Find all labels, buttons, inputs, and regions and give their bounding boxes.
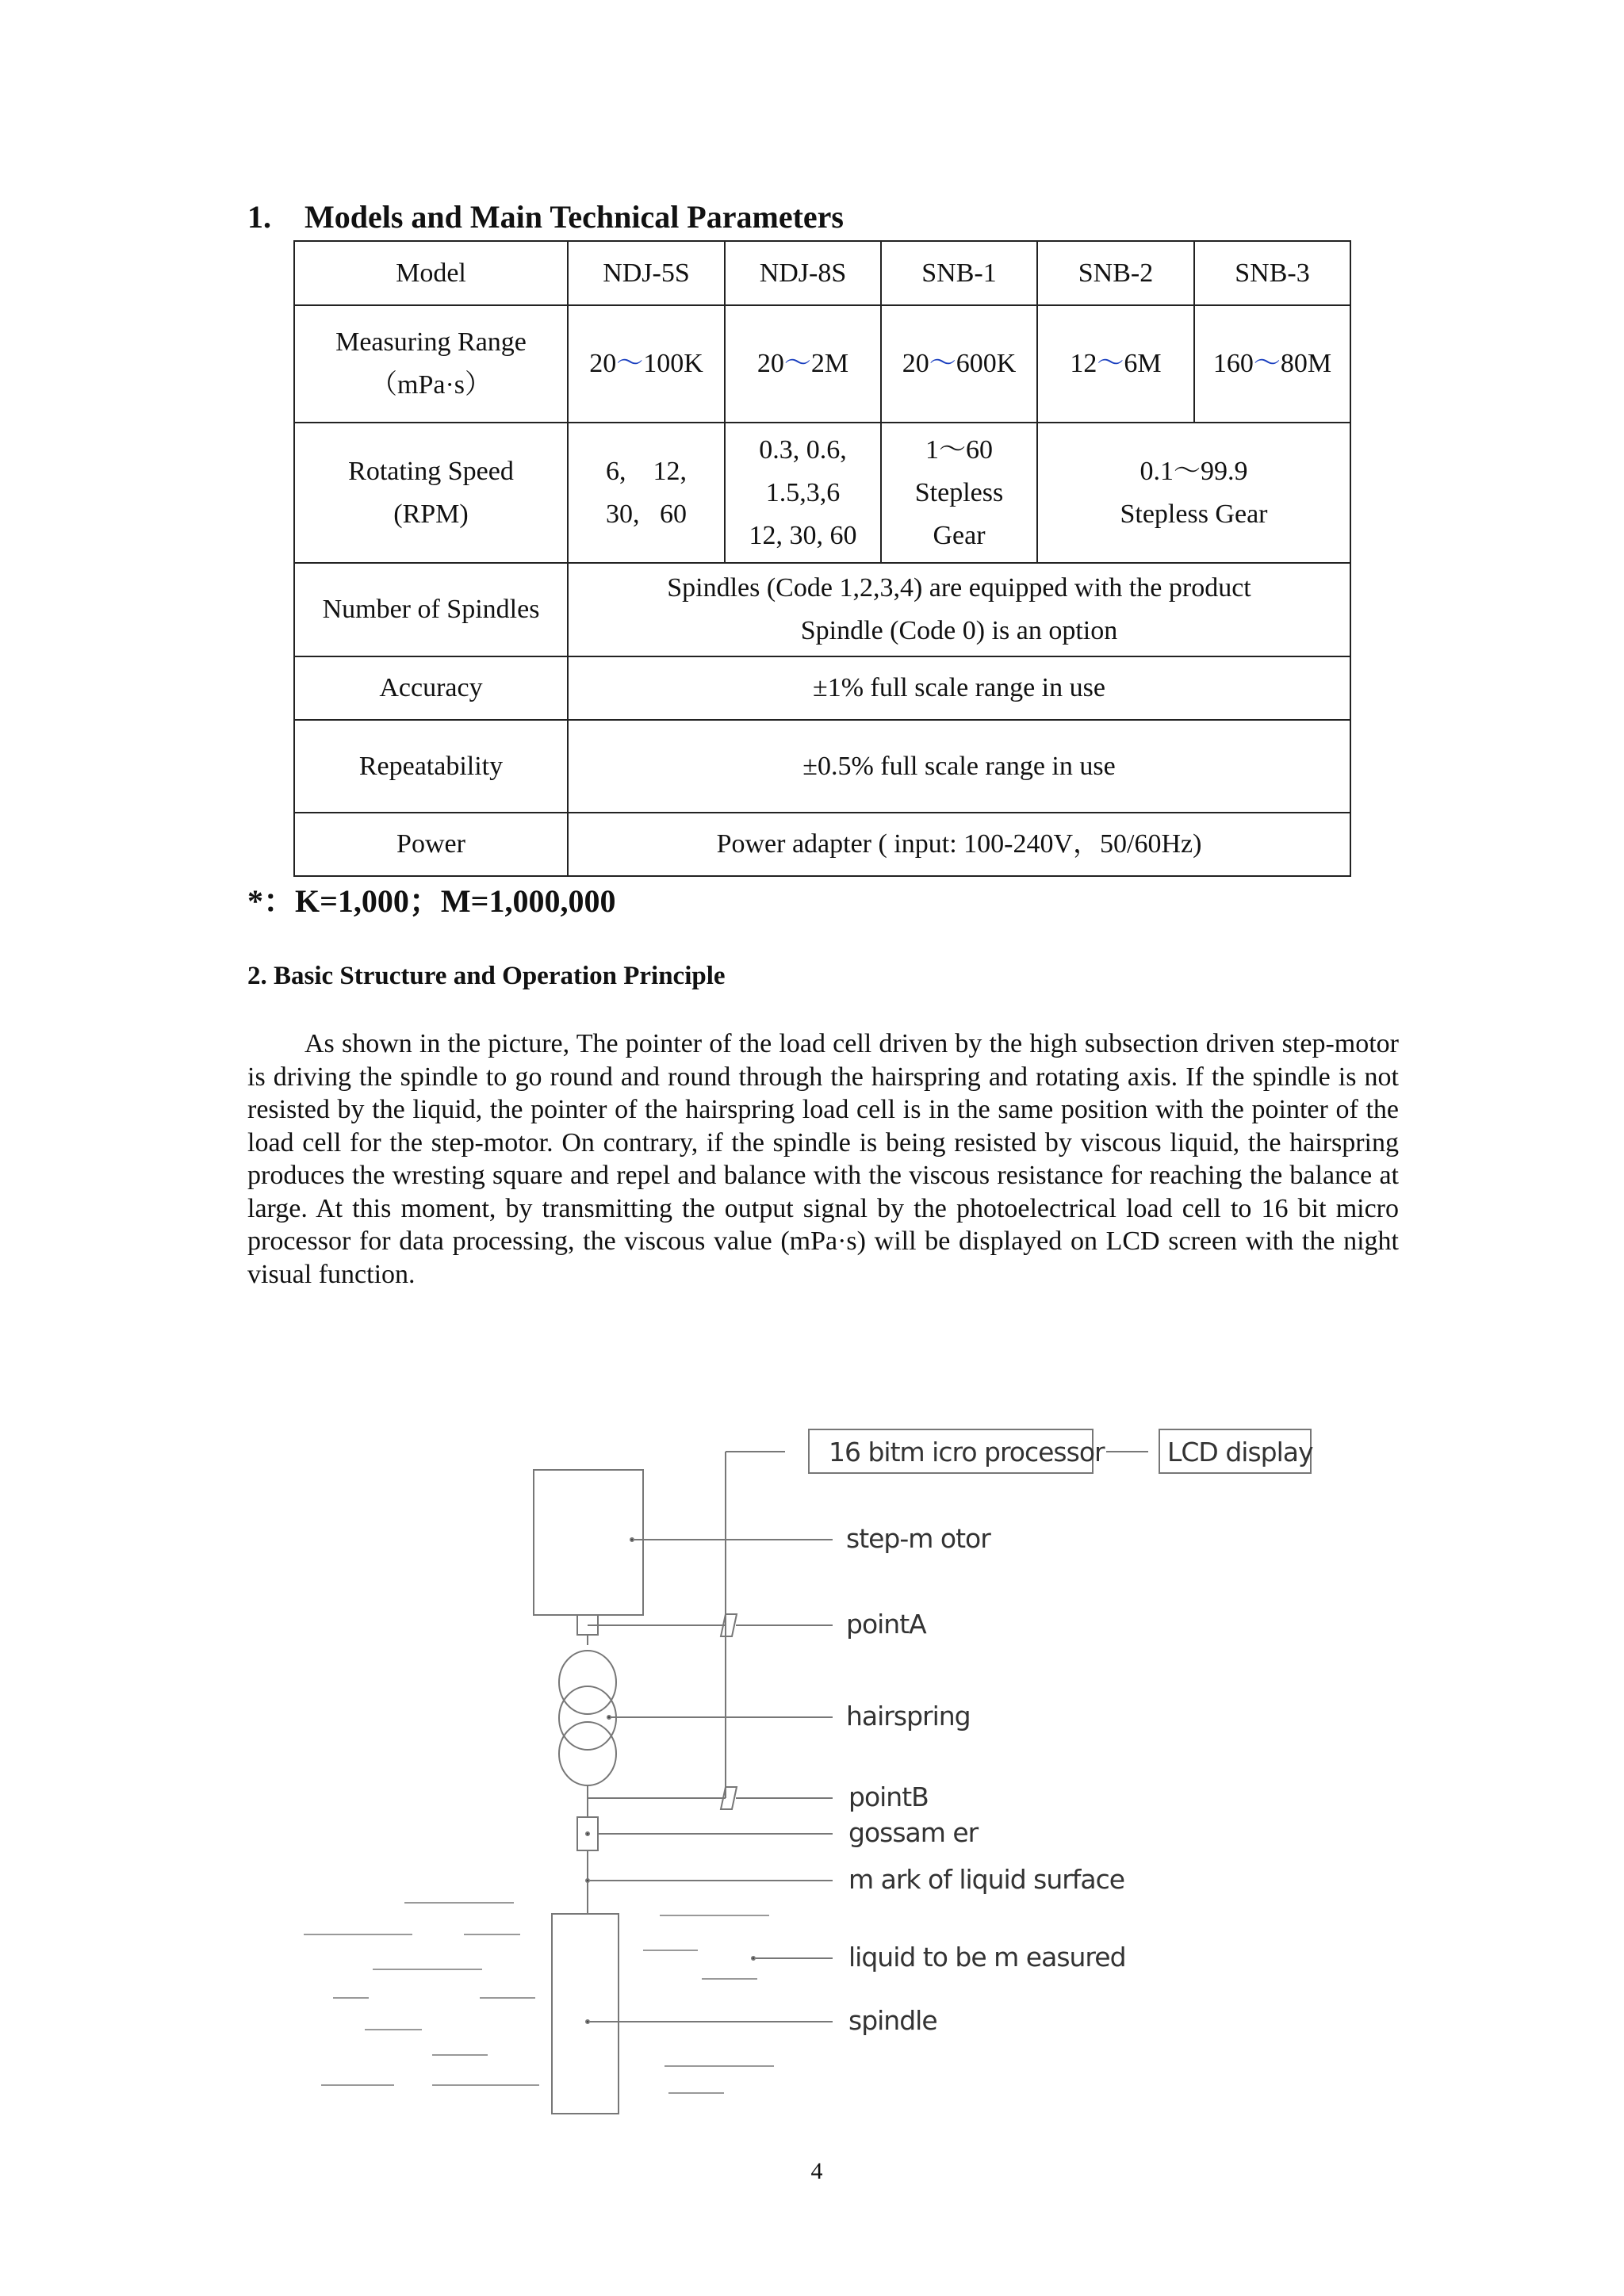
point-b-label: pointB [848, 1781, 929, 1812]
section-2-heading: 2. Basic Structure and Operation Principle [247, 962, 726, 990]
processor-label: 16 bitm icro processor [829, 1437, 1105, 1468]
spindles-value: Spindles (Code 1,2,3,4) are equipped with the product Spindle (Code 0) is an option [568, 563, 1350, 656]
range-ndj-8s: 20～2M [725, 305, 881, 423]
model-snb-1: SNB-1 [881, 241, 1037, 305]
step-motor-dot [630, 1538, 634, 1541]
gossamer-label: gossam er [848, 1817, 979, 1848]
speed-ndj-5s: 6, 12, 30, 60 [568, 423, 725, 563]
point-a-marker [721, 1614, 737, 1636]
page-number: 4 [810, 2158, 823, 2184]
principle-paragraph: As shown in the picture, The pointer of the load cell driven by the high subsection driven step-motor is driving the spindle to go round and round through the hairspring and rotating axis. If the spindle is not resisted by the liquid, the pointer of the hairspring load cell is in the same position with the pointer of the load cell for the step-motor. On contrary, if the spindle is being resisted by viscous liquid, the hairspring produces the wresting square and repel and balance with the viscous resistance for reaching the balance at large. At this moment, by transmitting the output signal by the photoelectrical load cell to 16 bit micro processor for data processing, the viscous value (mPa·s) will be displayed on LCD screen with the night visual function. [247, 1029, 1399, 1289]
unit-note: *：K=1,000；M=1,000,000 [247, 883, 616, 919]
model-ndj-8s: NDJ-8S [725, 241, 881, 305]
row-label-spindles: Number of Spindles [294, 563, 568, 656]
speed-snb-1: 1～60 Stepless Gear [881, 423, 1037, 563]
spindle-body [552, 1914, 619, 2114]
model-ndj-5s: NDJ-5S [568, 241, 725, 305]
point-b-marker [721, 1787, 737, 1809]
speed-ndj-8s: 0.3, 0.6, 1.5,3,6 12, 30, 60 [725, 423, 881, 563]
spindle-label: spindle [848, 2005, 937, 2036]
liquid-dashes [304, 1903, 774, 2093]
row-label-power: Power [294, 813, 568, 876]
range-snb-3: 160～80M [1194, 305, 1350, 423]
speed-snb-2-3: 0.1～99.9 Stepless Gear [1037, 423, 1350, 563]
range-ndj-5s: 20～100K [568, 305, 725, 423]
step-motor-body [534, 1470, 643, 1615]
repeatability-value: ±0.5% full scale range in use [568, 720, 1350, 813]
step-motor-label: step-m otor [846, 1523, 990, 1554]
row-label-accuracy: Accuracy [294, 656, 568, 720]
hairspring-label: hairspring [846, 1701, 971, 1732]
liquid-label: liquid to be m easured [848, 1942, 1126, 1973]
model-snb-3: SNB-3 [1194, 241, 1350, 305]
power-value: Power adapter ( input: 100-240V，50/60Hz) [568, 813, 1350, 876]
section-1-title: Models and Main Technical Parameters [304, 199, 844, 235]
section-1-number: 1. [247, 199, 271, 235]
model-snb-2: SNB-2 [1037, 241, 1194, 305]
row-label-rotating-speed: Rotating Speed (RPM) [294, 423, 568, 563]
point-a-label: pointA [846, 1609, 926, 1640]
row-label-model: Model [294, 241, 568, 305]
hairspring-coil-3 [559, 1722, 616, 1785]
liquid-mark-label: m ark of liquid surface [848, 1864, 1125, 1895]
row-label-repeatability: Repeatability [294, 720, 568, 813]
hairspring-coil-1 [559, 1651, 616, 1714]
row-label-measuring-range: Measuring Range （mPa·s） [294, 305, 568, 423]
lcd-label: LCD display [1167, 1437, 1313, 1468]
range-snb-2: 12～6M [1037, 305, 1194, 423]
accuracy-value: ±1% full scale range in use [568, 656, 1350, 720]
range-snb-1: 20～600K [881, 305, 1037, 423]
